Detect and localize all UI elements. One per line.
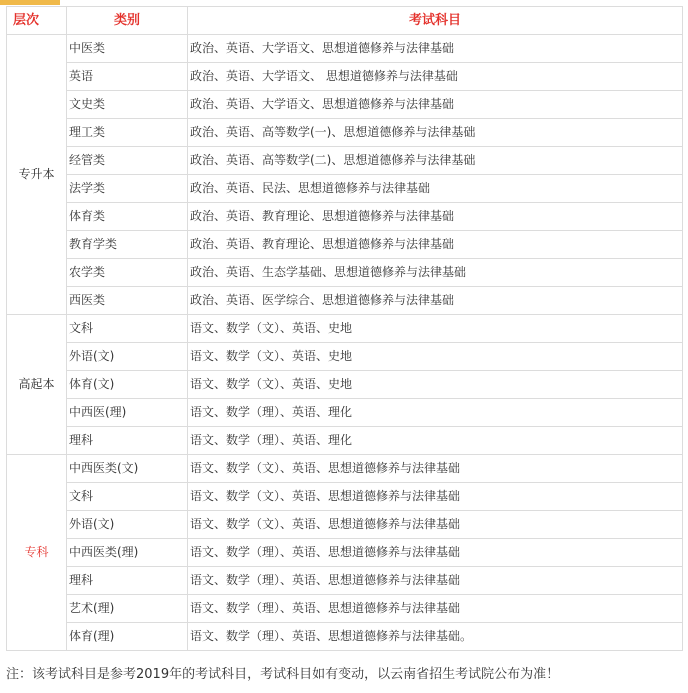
table-row — [7, 259, 683, 287]
table-row — [7, 371, 683, 399]
category-cell: 外语(文) — [67, 511, 188, 539]
table-row — [7, 231, 683, 259]
header-level: 层次 — [7, 7, 67, 35]
subjects-cell: 政治、英语、医学综合、思想道德修养与法律基础 — [188, 287, 683, 315]
table-row — [7, 567, 683, 595]
category-cell: 艺术(理) — [67, 595, 188, 623]
footnote: 注：该考试科目是参考2019年的考试科目，考试科目如有变动，以云南省招生考试院公布为准！ — [6, 667, 560, 682]
subjects-cell: 语文、数学（文）、英语、思想道德修养与法律基础 — [188, 511, 683, 539]
subjects-cell: 政治、英语、教育理论、思想道德修养与法律基础 — [188, 231, 683, 259]
table-row — [7, 539, 683, 567]
table-row — [7, 511, 683, 539]
subjects-cell: 政治、英语、高等数学(一)、思想道德修养与法律基础 — [188, 119, 683, 147]
category-cell: 文科 — [67, 483, 188, 511]
category-cell: 外语(文) — [67, 343, 188, 371]
subjects-cell: 语文、数学（理）、英语、思想道德修养与法律基础。 — [188, 623, 683, 651]
category-cell: 体育(理) — [67, 623, 188, 651]
level-cell: 高起本 — [7, 315, 67, 455]
table-body — [7, 35, 683, 651]
category-cell: 体育(文) — [67, 371, 188, 399]
subjects-cell: 政治、英语、教育理论、思想道德修养与法律基础 — [188, 203, 683, 231]
table-row — [7, 623, 683, 651]
category-cell: 体育类 — [67, 203, 188, 231]
category-cell: 文科 — [67, 315, 188, 343]
table-row — [7, 399, 683, 427]
subjects-cell: 政治、英语、大学语文、 思想道德修养与法律基础 — [188, 63, 683, 91]
table-row — [7, 287, 683, 315]
top-accent-strip — [0, 0, 60, 5]
subjects-cell: 语文、数学（文）、英语、史地 — [188, 315, 683, 343]
subjects-cell: 政治、英语、大学语文、思想道德修养与法律基础 — [188, 91, 683, 119]
table-row — [7, 343, 683, 371]
table-row — [7, 455, 683, 483]
subjects-cell: 语文、数学（文）、英语、思想道德修养与法律基础 — [188, 483, 683, 511]
category-cell: 教育学类 — [67, 231, 188, 259]
table-row — [7, 91, 683, 119]
subjects-cell: 语文、数学（理）、英语、思想道德修养与法律基础 — [188, 539, 683, 567]
category-cell: 理科 — [67, 427, 188, 455]
table-row — [7, 315, 683, 343]
category-cell: 理工类 — [67, 119, 188, 147]
level-cell: 专科 — [7, 455, 67, 651]
category-cell: 中医类 — [67, 35, 188, 63]
category-cell: 英语 — [67, 63, 188, 91]
category-cell: 中西医(理) — [67, 399, 188, 427]
table-row — [7, 483, 683, 511]
subjects-cell: 政治、英语、生态学基础、思想道德修养与法律基础 — [188, 259, 683, 287]
level-cell: 专升本 — [7, 35, 67, 315]
category-cell: 西医类 — [67, 287, 188, 315]
category-cell: 理科 — [67, 567, 188, 595]
category-cell: 农学类 — [67, 259, 188, 287]
table-row — [7, 35, 683, 63]
subjects-cell: 语文、数学（文）、英语、史地 — [188, 371, 683, 399]
subjects-cell: 语文、数学（理）、英语、理化 — [188, 399, 683, 427]
category-cell: 文史类 — [67, 91, 188, 119]
category-cell: 中西医类(文) — [67, 455, 188, 483]
table-header-row — [7, 7, 683, 35]
table-row — [7, 427, 683, 455]
category-cell: 中西医类(理) — [67, 539, 188, 567]
exam-subjects-table — [6, 6, 683, 651]
subjects-cell: 语文、数学（理）、英语、理化 — [188, 427, 683, 455]
category-cell: 法学类 — [67, 175, 188, 203]
table-row — [7, 595, 683, 623]
subjects-cell: 政治、英语、高等数学(二)、思想道德修养与法律基础 — [188, 147, 683, 175]
subjects-cell: 语文、数学（文）、英语、史地 — [188, 343, 683, 371]
header-subjects: 考试科目 — [188, 7, 683, 35]
category-cell: 经管类 — [67, 147, 188, 175]
table-row — [7, 119, 683, 147]
header-category: 类别 — [67, 7, 188, 35]
subjects-cell: 语文、数学（理）、英语、思想道德修养与法律基础 — [188, 567, 683, 595]
subjects-cell: 政治、英语、大学语文、思想道德修养与法律基础 — [188, 35, 683, 63]
subjects-cell: 语文、数学（文）、英语、思想道德修养与法律基础 — [188, 455, 683, 483]
table-row — [7, 175, 683, 203]
subjects-cell: 语文、数学（理）、英语、思想道德修养与法律基础 — [188, 595, 683, 623]
table-row — [7, 147, 683, 175]
table-row — [7, 203, 683, 231]
subjects-cell: 政治、英语、民法、思想道德修养与法律基础 — [188, 175, 683, 203]
table-row — [7, 63, 683, 91]
